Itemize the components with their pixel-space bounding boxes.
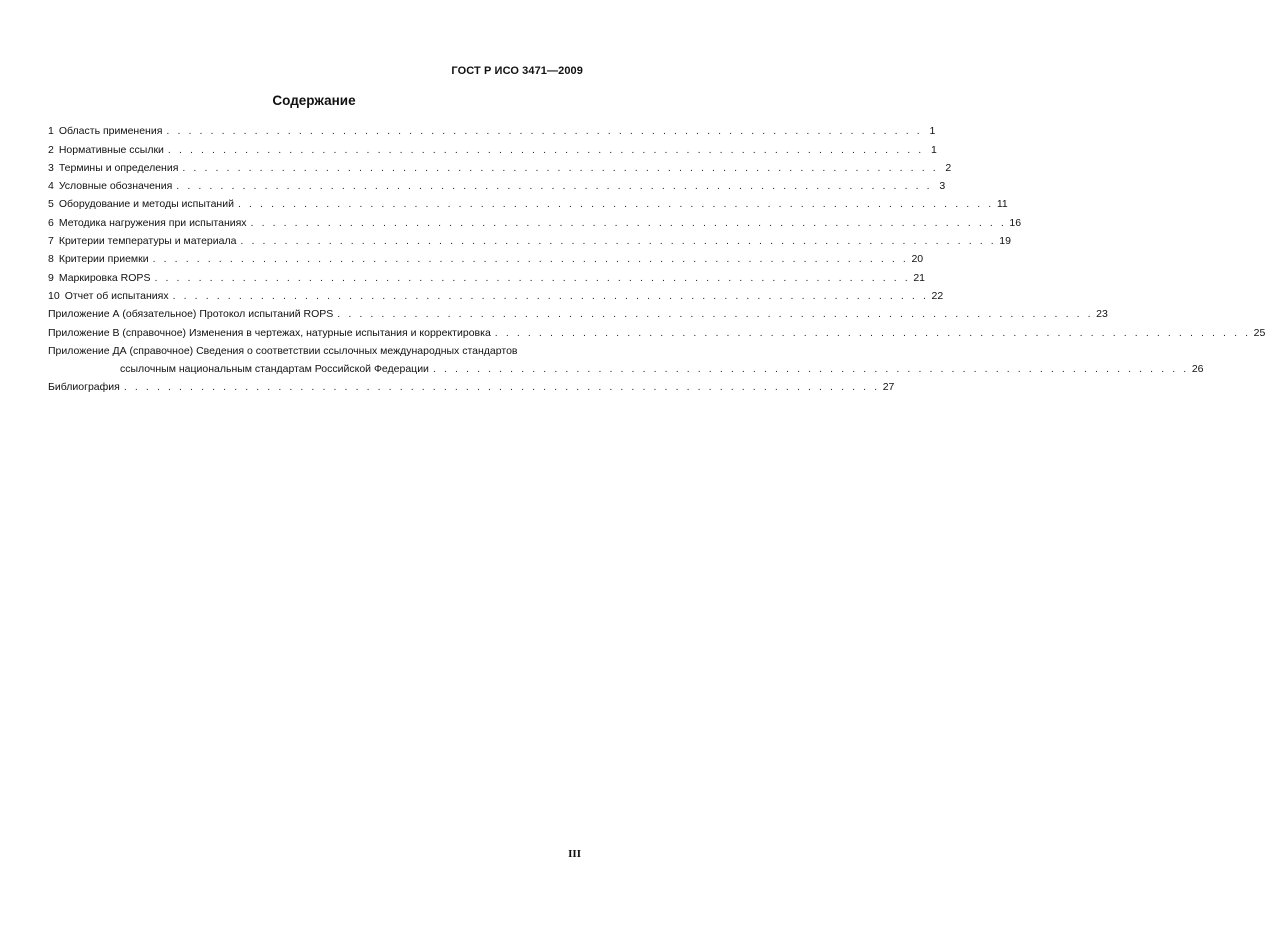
toc-item-number: 6 <box>48 216 54 229</box>
toc-item-9[interactable] <box>48 265 926 284</box>
toc-annex-da-continuation[interactable] <box>48 357 1204 376</box>
toc-item-label: Область применения <box>58 125 163 138</box>
toc-item-4[interactable] <box>48 174 946 193</box>
toc-item-number: 1 <box>48 125 54 138</box>
toc-leader-dots: . . . . . . . . . . . . . . . . . . . . . . . . . . . . . . . . . . . . . . . . . . . . . . . . . . . . . . . . . . . . . . . . . . . . . <box>250 216 1007 229</box>
toc-item-label: Маркировка ROPS <box>58 271 151 284</box>
toc-item-page: 20 <box>911 253 924 266</box>
toc-leader-dots: . . . . . . . . . . . . . . . . . . . . . . . . . . . . . . . . . . . . . . . . . . . . . . . . . . . . . . . . . . . . . . . . . . . . . <box>237 198 994 211</box>
toc-leader-dots: . . . . . . . . . . . . . . . . . . . . . . . . . . . . . . . . . . . . . . . . . . . . . . . . . . . . . . . . . . . . . . . . . . . . . <box>152 253 909 266</box>
toc-item-8[interactable] <box>48 247 924 266</box>
toc-item-page: 2 <box>945 161 952 174</box>
toc-leader-dots: . . . . . . . . . . . . . . . . . . . . . . . . . . . . . . . . . . . . . . . . . . . . . . . . . . . . . . . . . . . . . . . . . . . . . <box>182 161 939 174</box>
toc-item-page: 1 <box>929 125 936 138</box>
toc-item-label: Критерии температуры и материала <box>58 235 237 248</box>
toc-item-6[interactable] <box>48 210 1022 229</box>
toc-item-label: Оборудование и методы испытаний <box>58 198 234 211</box>
toc-item-1[interactable] <box>48 119 936 138</box>
toc-leader-dots: . . . . . . . . . . . . . . . . . . . . . . . . . . . . . . . . . . . . . . . . . . . . . . . . . . . . . . . . . . . . . . . . . . . . . <box>240 235 997 248</box>
toc-annex-b[interactable] <box>48 320 1265 339</box>
toc-leader-dots: . . . . . . . . . . . . . . . . . . . . . . . . . . . . . . . . . . . . . . . . . . . . . . . . . . . . . . . . . . . . . . . . . . . . . <box>176 180 933 193</box>
toc-leader-dots: . . . . . . . . . . . . . . . . . . . . . . . . . . . . . . . . . . . . . . . . . . . . . . . . . . . . . . . . . . . . . . . . . . . . . <box>432 363 1189 376</box>
toc-annex-da[interactable] <box>48 339 582 357</box>
toc-leader-dots: . . . . . . . . . . . . . . . . . . . . . . . . . . . . . . . . . . . . . . . . . . . . . . . . . . . . . . . . . . . . . . . . . . . . . <box>337 308 1094 321</box>
toc-item-number: 8 <box>48 253 54 266</box>
toc-item-number: 7 <box>48 235 54 248</box>
toc-annex-da-label-line1: Приложение ДА (справочное) Сведения о соответствии ссылочных международных стандартов <box>48 344 518 357</box>
toc-annex-a[interactable] <box>48 302 1108 321</box>
toc-annex-da-label-line2: ссылочным национальным стандартам Российской Федерации <box>120 363 429 376</box>
page-number: III <box>568 848 581 860</box>
toc-item-page: 11 <box>996 198 1008 211</box>
toc-item-number: 2 <box>48 143 54 156</box>
toc-item-page: 19 <box>999 235 1011 248</box>
toc-item-number: 3 <box>48 161 54 174</box>
toc-item-label: Условные обозначения <box>58 180 173 193</box>
toc-item-10[interactable] <box>48 284 944 302</box>
table-of-contents <box>48 119 1265 394</box>
toc-item-page: 22 <box>931 289 944 302</box>
toc-leader-dots: . . . . . . . . . . . . . . . . . . . . . . . . . . . . . . . . . . . . . . . . . . . . . . . . . . . . . . . . . . . . . . . . . . . . . <box>494 326 1251 339</box>
page-title: Содержание <box>272 93 356 108</box>
toc-item-number: 5 <box>48 198 54 211</box>
toc-item-label: Отчет об испытаниях <box>64 289 169 302</box>
toc-item-page: 1 <box>930 143 937 156</box>
toc-item-number: 4 <box>48 180 54 193</box>
toc-annex-a-label: Приложение А (обязательное) Протокол испытаний ROPS <box>48 308 334 321</box>
toc-leader-dots: . . . . . . . . . . . . . . . . . . . . . . . . . . . . . . . . . . . . . . . . . . . . . . . . . . . . . . . . . . . . . . . . . . . . . <box>154 271 911 284</box>
toc-item-label: Методика нагружения при испытаниях <box>58 216 247 229</box>
toc-item-page: 21 <box>913 271 926 284</box>
toc-leader-dots: . . . . . . . . . . . . . . . . . . . . . . . . . . . . . . . . . . . . . . . . . . . . . . . . . . . . . . . . . . . . . . . . . . . . . <box>123 381 880 394</box>
toc-bibliography[interactable] <box>48 375 895 394</box>
toc-annex-a-page: 23 <box>1096 308 1108 321</box>
toc-item-label: Термины и определения <box>58 161 179 174</box>
document-code: ГОСТ Р ИСО 3471—2009 <box>451 65 583 77</box>
toc-leader-dots: . . . . . . . . . . . . . . . . . . . . . . . . . . . . . . . . . . . . . . . . . . . . . . . . . . . . . . . . . . . . . . . . . . . . . <box>167 143 924 156</box>
toc-leader-dots: . . . . . . . . . . . . . . . . . . . . . . . . . . . . . . . . . . . . . . . . . . . . . . . . . . . . . . . . . . . . . . . . . . . . . <box>166 125 923 138</box>
toc-item-5[interactable] <box>48 192 1008 211</box>
toc-annex-b-label: Приложение В (справочное) Изменения в чертежах, натурные испытания и корректировка <box>48 326 491 339</box>
toc-item-page: 3 <box>939 180 946 193</box>
toc-bibliography-page: 27 <box>882 381 895 394</box>
toc-leader-dots: . . . . . . . . . . . . . . . . . . . . . . . . . . . . . . . . . . . . . . . . . . . . . . . . . . . . . . . . . . . . . . . . . . . . . <box>172 289 929 302</box>
toc-item-page: 16 <box>1009 216 1022 229</box>
toc-item-number: 9 <box>48 271 54 284</box>
toc-annex-b-page: 25 <box>1253 326 1265 339</box>
toc-item-number: 10 <box>48 289 60 302</box>
toc-item-2[interactable] <box>48 137 937 156</box>
toc-item-7[interactable] <box>48 229 1011 248</box>
toc-item-3[interactable] <box>48 156 952 174</box>
toc-annex-da-page: 26 <box>1191 363 1204 376</box>
toc-item-label: Нормативные ссылки <box>58 143 164 156</box>
toc-bibliography-label: Библиография <box>48 381 120 394</box>
toc-item-label: Критерии приемки <box>58 253 149 266</box>
